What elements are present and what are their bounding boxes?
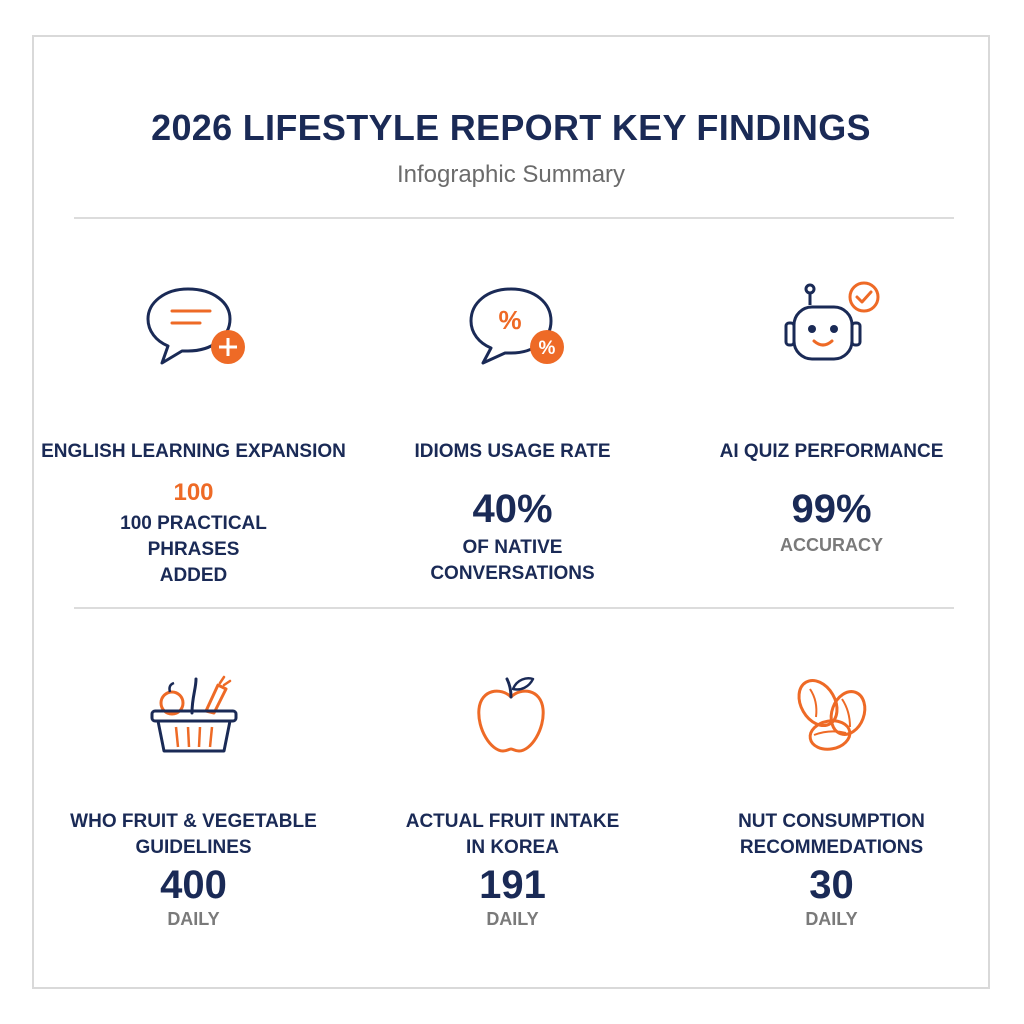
finding-label: IDIOMS USAGE RATE (414, 441, 611, 462)
finding-detail: 100 PRACTICAL PHRASES ADDED (120, 513, 267, 586)
finding-value: 400 (160, 863, 227, 907)
chat-bubble-percent-icon (453, 281, 573, 371)
nuts-icon (772, 667, 892, 757)
chat-bubble-plus-icon (134, 281, 254, 371)
finding-value: 99% (791, 487, 872, 531)
finding-idioms-usage (353, 267, 672, 597)
finding-fruit-intake-korea (353, 657, 672, 957)
finding-unit: DAILY (486, 909, 539, 929)
produce-basket-icon (134, 667, 254, 757)
finding-detail: ACCURACY (780, 535, 883, 555)
finding-label: AI QUIZ PERFORMANCE (719, 441, 944, 462)
svg-text:%: % (497, 305, 522, 335)
apple-icon (453, 667, 573, 757)
finding-unit: DAILY (167, 909, 220, 929)
finding-nut-consumption (672, 657, 991, 957)
robot-check-icon (772, 277, 892, 377)
finding-ai-quiz (672, 267, 991, 597)
finding-value: 40% (472, 487, 553, 531)
finding-label: ENGLISH LEARNING EXPANSION (41, 441, 346, 462)
finding-label: ACTUAL FRUIT INTAKE IN KOREA (405, 811, 620, 858)
finding-english-learning (34, 267, 353, 597)
finding-label: WHO FRUIT & VEGETABLE GUIDELINES (70, 811, 317, 858)
report-card (32, 35, 990, 989)
finding-unit: DAILY (805, 909, 858, 929)
finding-value: 30 (809, 863, 854, 907)
report-title: 2026 LIFESTYLE REPORT KEY FINDINGS (151, 107, 871, 148)
finding-label: NUT CONSUMPTION RECOMMEDATIONS (738, 811, 925, 858)
finding-accent-value: 100 (173, 479, 214, 506)
finding-value: 191 (479, 863, 546, 907)
finding-who-guidelines (34, 657, 353, 957)
svg-text:%: % (538, 338, 555, 359)
report-subtitle: Infographic Summary (396, 161, 626, 188)
finding-detail: OF NATIVE CONVERSATIONS (430, 537, 595, 584)
divider-middle (74, 607, 954, 609)
divider-top (74, 217, 954, 219)
